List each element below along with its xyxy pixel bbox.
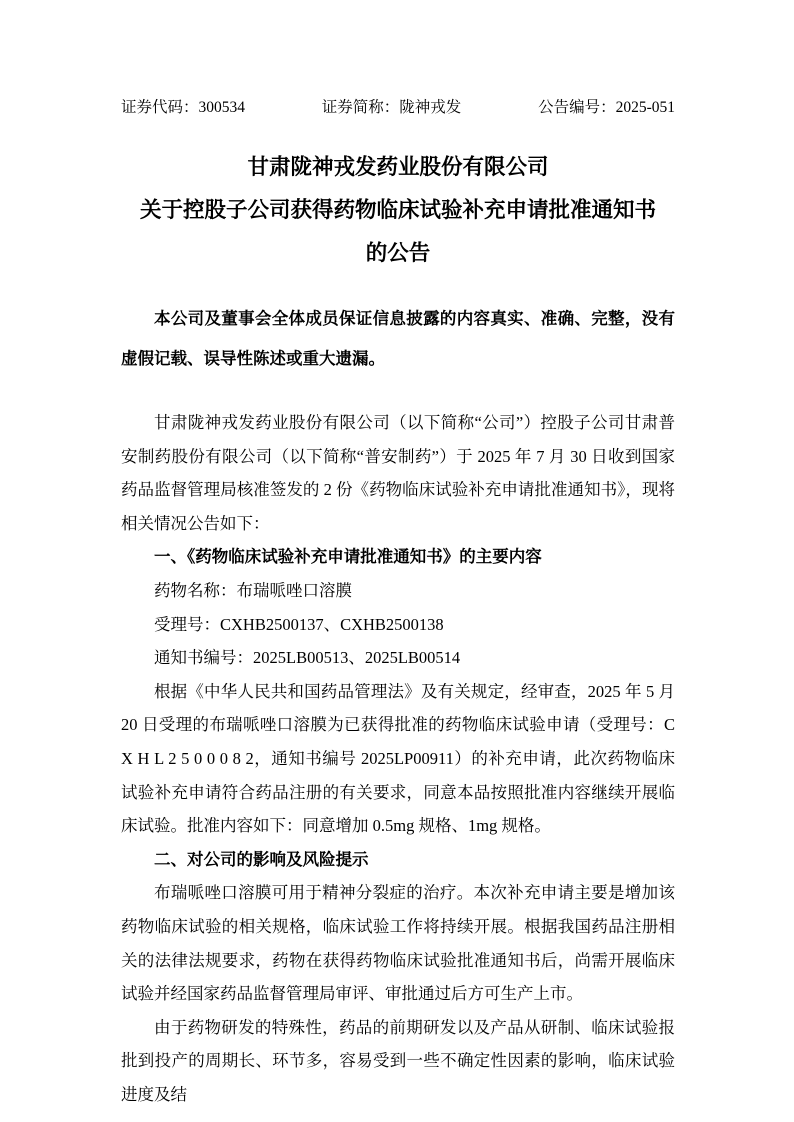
disclaimer-statement: 本公司及董事会全体成员保证信息披露的内容真实、准确、完整，没有虚假记载、误导性陈述或重大遗漏。 [121,309,675,368]
doc-title-line-1: 甘肃陇神戎发药业股份有限公司 [247,155,549,179]
announcement-number: 公告编号：2025-051 [538,99,675,116]
notice-number-line: 通知书编号：2025LB00513、2025LB00514 [154,648,461,668]
drug-name-line: 药物名称：布瑞哌唑口溶膜 [154,580,352,600]
impact-paragraph: 布瑞哌唑口溶膜可用于精神分裂症的治疗。本次补充申请主要是增加该药物临床试验的相关规格，临床试验工作将持续开展。根据我国药品注册相关的法律法规要求，药物在获得药物临床试验批准通知书后，尚需开展临床试验并经国家药品监督管理局审评、审批通过后方可生产上市。 [121,883,675,1004]
doc-title-line-2: 关于控股子公司获得药物临床试验补充申请批准通知书 [139,198,656,222]
approval-detail-paragraph: 根据《中华人民共和国药品管理法》及有关规定，经审查，2025 年 5 月 20 日受理的布瑞哌唑口溶膜为已获得批准的药物临床试验申请（受理号：C X H L 2 5 0 0 0 8 2，通知书编号 2025LP00911）的补充申请，此次药物临床试验补充申请符合药品注册的有关要求，同意本品按照批准内容继续开展临床试验。批准内容如下：同意增加 0.5mg 规格、1mg 规格。 [121,681,675,836]
stock-code: 证券代码：300534 [121,99,246,116]
acceptance-number-line: 受理号：CXHB2500137、CXHB2500138 [154,614,444,634]
risk-paragraph: 由于药物研发的特殊性，药品的前期研发以及产品从研制、临床试验报批到投产的周期长、环节多，容易受到一些不确定性因素的影响，临床试验进度及结 [121,1017,675,1104]
doc-header [121,98,675,117]
section-2-heading: 二、对公司的影响及风险提示 [154,849,369,869]
stock-abbreviation: 证券简称：陇神戎发 [321,99,462,116]
intro-paragraph: 甘肃陇神戎发药业股份有限公司（以下简称“公司”）控股子公司甘肃普安制药股份有限公司（以下简称“普安制药”）于 2025 年 7 月 30 日收到国家药品监督管理局核准签发的 2 份《药物临床试验补充申请批准通知书》，现将相关情况公告如下： [121,413,675,533]
doc-title [121,146,675,275]
doc-title-line-3: 的公告 [365,241,431,265]
section-1-heading: 一、《药物临床试验补充申请批准通知书》的主要内容 [154,547,542,567]
doc-body [121,406,675,1111]
